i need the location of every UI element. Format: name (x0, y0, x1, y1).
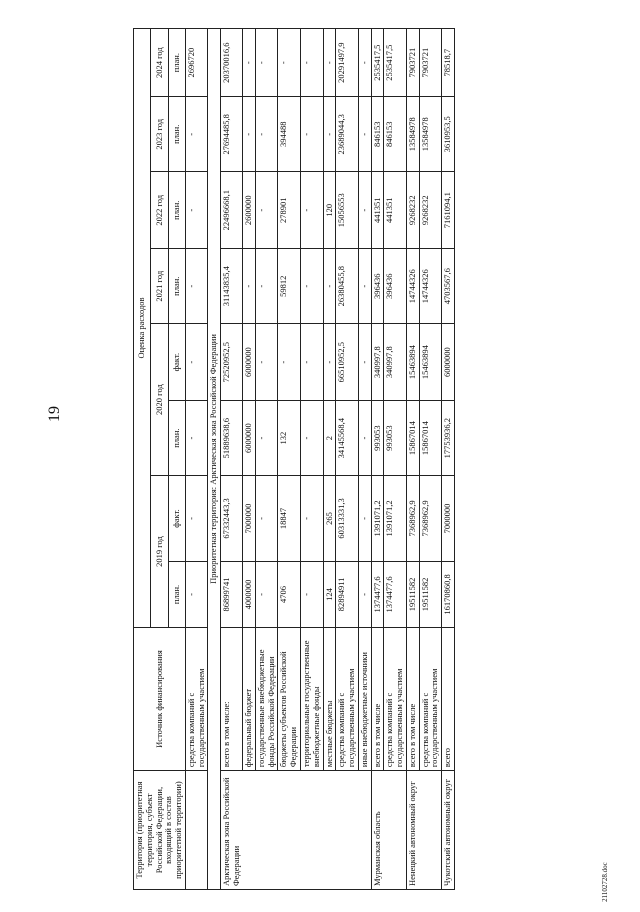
value-cell: 20291497,9 (336, 29, 359, 97)
value-cell: - (185, 172, 208, 249)
value-cell: 15463894 (419, 324, 442, 401)
value-cell: - (185, 249, 208, 324)
source-cell: средства компаний с государственным участием (336, 627, 359, 770)
value-cell: - (185, 476, 208, 562)
header-year: 2022 год (151, 172, 168, 249)
value-cell: 6000000 (243, 324, 256, 401)
value-cell: 278901 (278, 172, 301, 249)
value-cell: - (255, 401, 278, 476)
value-cell: - (323, 324, 336, 401)
table-row (336, 29, 359, 890)
value-cell: 4703567,6 (442, 249, 455, 324)
value-cell: 3610953,5 (442, 97, 455, 172)
value-cell: 15867014 (419, 401, 442, 476)
value-cell: - (243, 97, 256, 172)
header-year: 2019 год (151, 476, 168, 628)
territory-cell (358, 771, 371, 890)
value-cell: 14744326 (419, 249, 442, 324)
value-cell: - (358, 476, 371, 562)
value-cell: 1374477,6 (371, 561, 384, 627)
value-cell: 13584978 (419, 97, 442, 172)
source-cell: всего в том числе (371, 627, 384, 770)
value-cell: 1391071,2 (384, 476, 407, 562)
value-cell: 78518,7 (442, 29, 455, 97)
territory-cell (243, 771, 256, 890)
value-cell: - (358, 324, 371, 401)
value-cell: 2535417,5 (371, 29, 384, 97)
value-cell: 7368962,9 (406, 476, 419, 562)
territory-cell (185, 771, 208, 890)
value-cell: - (185, 97, 208, 172)
value-cell: 4000000 (243, 561, 256, 627)
value-cell: 22496668,1 (221, 172, 243, 249)
territory-cell: Ненецкий автономный округ (406, 771, 419, 890)
table-row (323, 29, 336, 890)
header-plan: план. (168, 97, 185, 172)
table-row (300, 29, 323, 890)
header-year: 2021 год (151, 249, 168, 324)
value-cell: - (300, 324, 323, 401)
table-body (185, 29, 454, 890)
header-plan: план. (168, 172, 185, 249)
value-cell: 441351 (371, 172, 384, 249)
value-cell: 19511582 (406, 561, 419, 627)
value-cell: 441351 (384, 172, 407, 249)
table-row (221, 29, 243, 890)
table-row (185, 29, 208, 890)
value-cell: 2 (323, 401, 336, 476)
table-row (255, 29, 278, 890)
value-cell: 14744326 (406, 249, 419, 324)
value-cell: 17753936,2 (442, 401, 455, 476)
value-cell: 23689044,3 (336, 97, 359, 172)
rotated-table-sheet (133, 28, 593, 890)
territory-cell (419, 771, 442, 890)
value-cell: 7161094,1 (442, 172, 455, 249)
value-cell: - (255, 172, 278, 249)
value-cell: 16170860,8 (442, 561, 455, 627)
table-header (134, 29, 186, 890)
value-cell: 7903721 (419, 29, 442, 97)
value-cell: 6000000 (243, 401, 256, 476)
value-cell: 846153 (384, 97, 407, 172)
value-cell: - (323, 97, 336, 172)
header-year: 2024 год (151, 29, 168, 97)
value-cell: 66510952,5 (336, 324, 359, 401)
value-cell: 394488 (278, 97, 301, 172)
value-cell: 2696720 (185, 29, 208, 97)
value-cell: 120 (323, 172, 336, 249)
value-cell: 4706 (278, 561, 301, 627)
value-cell: 15867014 (406, 401, 419, 476)
table-row (278, 29, 301, 890)
source-cell: средства компаний с государственным участием (384, 627, 407, 770)
value-cell: - (358, 401, 371, 476)
table-row (358, 29, 371, 890)
value-cell: - (358, 561, 371, 627)
value-cell: 993053 (384, 401, 407, 476)
source-cell: государственные внебюджетные фонды Российской Федерации (255, 627, 278, 770)
table-row (419, 29, 442, 890)
value-cell: - (255, 324, 278, 401)
header-fact: факт. (168, 324, 185, 401)
header-plan: план. (168, 561, 185, 627)
value-cell: 86899741 (221, 561, 243, 627)
source-cell: федеральный бюджет (243, 627, 256, 770)
value-cell: 72520952,5 (221, 324, 243, 401)
table-row (442, 29, 455, 890)
header-territory: Территория (приоритетная территория, субъект Российской Федерации, входящий в состав приоритетной территории) (134, 771, 186, 890)
territory-cell (255, 771, 278, 890)
territory-cell (336, 771, 359, 890)
value-cell: 15056553 (336, 172, 359, 249)
territory-cell (300, 771, 323, 890)
value-cell: 340997,8 (384, 324, 407, 401)
value-cell: - (323, 249, 336, 324)
territory-cell: Мурманская область (371, 771, 384, 890)
value-cell: - (358, 97, 371, 172)
territory-cell (384, 771, 407, 890)
value-cell: - (185, 324, 208, 401)
value-cell: 19511582 (419, 561, 442, 627)
source-cell: территориальные государственные внебюджетные фонды (300, 627, 323, 770)
value-cell: 34145568,4 (336, 401, 359, 476)
value-cell: - (243, 29, 256, 97)
value-cell: 9268232 (419, 172, 442, 249)
value-cell: 7368962,9 (419, 476, 442, 562)
value-cell: - (300, 29, 323, 97)
value-cell: 60313331,3 (336, 476, 359, 562)
value-cell: 7000000 (442, 476, 455, 562)
value-cell: 846153 (371, 97, 384, 172)
banner-row (208, 29, 221, 890)
value-cell: - (255, 249, 278, 324)
footer-filename: 21102728.doc (601, 862, 609, 902)
value-cell: 9268232 (406, 172, 419, 249)
territory-cell (278, 771, 301, 890)
value-cell: - (358, 249, 371, 324)
value-cell: - (300, 172, 323, 249)
value-cell: 6000000 (442, 324, 455, 401)
value-cell: - (255, 97, 278, 172)
value-cell: 15463894 (406, 324, 419, 401)
value-cell: - (185, 561, 208, 627)
table-row (384, 29, 407, 890)
page-number: 19 (46, 406, 63, 422)
value-cell: - (300, 561, 323, 627)
source-cell: иные внебюджетные источники (358, 627, 371, 770)
value-cell: 51889638,6 (221, 401, 243, 476)
header-plan: план. (168, 249, 185, 324)
value-cell: 340997,8 (371, 324, 384, 401)
value-cell: - (300, 97, 323, 172)
source-cell: всего (442, 627, 455, 770)
value-cell: - (358, 172, 371, 249)
value-cell: 265 (323, 476, 336, 562)
value-cell: 132 (278, 401, 301, 476)
value-cell: 2535417,5 (384, 29, 407, 97)
value-cell: 20370016,6 (221, 29, 243, 97)
source-cell: средства компаний с государственным участием (419, 627, 442, 770)
value-cell: - (255, 476, 278, 562)
value-cell: 18847 (278, 476, 301, 562)
expenditure-table (133, 28, 455, 890)
value-cell: - (278, 324, 301, 401)
territory-banner: Приоритетная территория: Арктическая зона Российской Федерации (208, 29, 221, 890)
source-cell: средства компаний с государственным участием (185, 627, 208, 770)
value-cell: 2600000 (243, 172, 256, 249)
territory-cell: Арктическая зона Российской Федерации (221, 771, 243, 890)
value-cell: 31143835,4 (221, 249, 243, 324)
value-cell: 7903721 (406, 29, 419, 97)
table-row (371, 29, 384, 890)
value-cell: 67332443,3 (221, 476, 243, 562)
header-plan: план. (168, 29, 185, 97)
value-cell: 396436 (384, 249, 407, 324)
table-row (243, 29, 256, 890)
value-cell: - (300, 476, 323, 562)
territory-cell (323, 771, 336, 890)
header-year: 2020 год (151, 324, 168, 476)
value-cell: - (255, 561, 278, 627)
value-cell: 993053 (371, 401, 384, 476)
source-cell: всего в том числе: (221, 627, 243, 770)
header-plan: план. (168, 401, 185, 476)
value-cell: - (255, 29, 278, 97)
value-cell: 27694485,8 (221, 97, 243, 172)
value-cell: - (300, 401, 323, 476)
value-cell: - (300, 249, 323, 324)
value-cell: 124 (323, 561, 336, 627)
value-cell: 1374477,6 (384, 561, 407, 627)
value-cell: 7000000 (243, 476, 256, 562)
value-cell: 1391071,2 (371, 476, 384, 562)
value-cell: 26380455,8 (336, 249, 359, 324)
value-cell: 396436 (371, 249, 384, 324)
source-cell: всего в том числе (406, 627, 419, 770)
source-cell: бюджеты субъектов Российской Федерации (278, 627, 301, 770)
value-cell: - (358, 29, 371, 97)
value-cell: - (185, 401, 208, 476)
value-cell: 82894911 (336, 561, 359, 627)
value-cell: - (323, 29, 336, 97)
value-cell: 13584978 (406, 97, 419, 172)
table-row (406, 29, 419, 890)
header-source: Источник финансирования (134, 627, 186, 770)
value-cell: - (278, 29, 301, 97)
header-estimate: Оценка расходов (134, 29, 151, 628)
value-cell: 59812 (278, 249, 301, 324)
value-cell: - (243, 249, 256, 324)
territory-cell: Чукотский автономный округ (442, 771, 455, 890)
header-year: 2023 год (151, 97, 168, 172)
source-cell: местные бюджеты (323, 627, 336, 770)
header-fact: факт. (168, 476, 185, 562)
